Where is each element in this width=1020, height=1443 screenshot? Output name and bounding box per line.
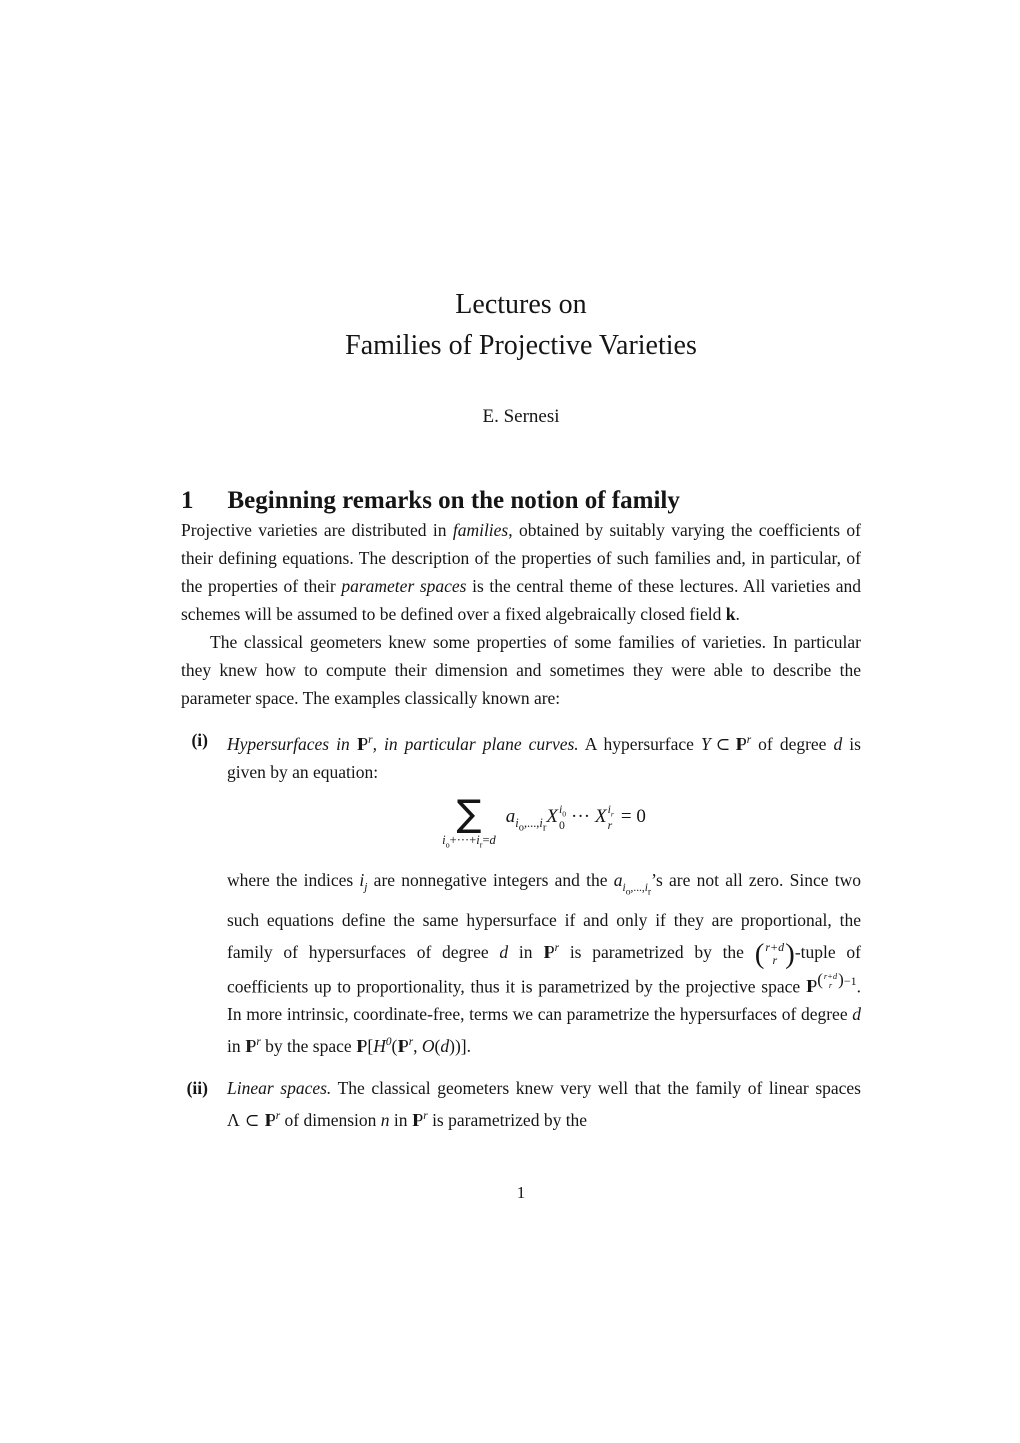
math-X: X	[546, 806, 558, 828]
coefficient-subscript	[515, 816, 547, 834]
math-lambda: Λ	[227, 1109, 240, 1130]
math-d: d	[852, 1003, 861, 1024]
math-projective-space	[412, 1110, 428, 1130]
math-i: i	[539, 816, 543, 831]
item-i-lead	[227, 726, 861, 786]
right-paren: )	[449, 1035, 455, 1056]
supsub-stack	[559, 804, 566, 832]
list-item-ii	[181, 1074, 861, 1134]
text-run: ’s are not all zero. Since two such equations define the same hypersurface if and only if they are proportional, the family of hypersurfaces of degree	[227, 870, 861, 962]
binom-bottom: r	[772, 952, 778, 967]
supsub-stack	[608, 804, 614, 832]
binomial-stack	[823, 972, 838, 990]
math-i: i	[515, 816, 519, 831]
math-projective-space	[245, 1036, 261, 1056]
blackboard-P: IP	[543, 941, 551, 962]
italic-lead: Hypersurfaces in	[227, 733, 357, 754]
math-Y: Y	[700, 733, 711, 754]
binomial-coefficient	[754, 937, 795, 970]
author-name: E. Sernesi	[482, 406, 560, 427]
math-X: X	[595, 806, 607, 828]
italic-lead: , in particular plane curves.	[372, 733, 579, 754]
summation	[442, 791, 496, 852]
sub-o: o	[445, 840, 450, 850]
math-i: i	[607, 803, 611, 817]
math-projective-space	[543, 942, 559, 962]
math-d: d	[833, 733, 843, 754]
equation-body	[506, 803, 646, 842]
text-run: .	[735, 604, 740, 624]
text-run: .	[466, 1035, 471, 1056]
text-run: is parametrized by the	[559, 941, 755, 962]
exponent-ir	[608, 804, 614, 818]
text-run: of dimension	[280, 1109, 381, 1130]
sum-limits	[442, 834, 496, 852]
paper-title	[181, 0, 861, 366]
math-i: i	[644, 881, 648, 894]
math-projective-space-binom-exp	[805, 970, 857, 996]
math-i: i	[476, 832, 480, 847]
minus-one: −1	[843, 973, 857, 988]
display-equation	[227, 791, 861, 852]
equals-sign: =	[482, 832, 490, 847]
math-i: i	[558, 803, 563, 817]
italic-lead: Linear spaces.	[227, 1077, 332, 1098]
text-run: , obtained by suitably varying the coefficients of their defining equations. The description of the properties of such families and, in particular, of the properties of their	[181, 520, 861, 596]
text-run: in	[389, 1109, 412, 1130]
left-paren: (	[391, 1035, 398, 1056]
blackboard-P: IP	[735, 733, 743, 754]
math-d: d	[489, 832, 496, 847]
comma-dots: ,...,	[630, 881, 645, 894]
left-paren: (	[434, 1035, 441, 1056]
sub-r: r	[647, 886, 652, 898]
left-paren: (	[817, 970, 823, 990]
right-paren: )	[838, 970, 844, 990]
right-paren: )	[454, 1035, 461, 1056]
item-label-i: (i)	[191, 730, 208, 750]
section-number: 1	[181, 487, 194, 514]
page-content	[181, 0, 862, 1202]
script-O: O	[421, 1035, 435, 1056]
title-line-2: Families of Projective Varieties	[345, 330, 697, 361]
blackboard-P: IP	[356, 1035, 364, 1056]
sub-o: o	[625, 886, 631, 898]
blackboard-P: IP	[356, 733, 364, 754]
sub-o: o	[518, 822, 524, 834]
exponent-r: r	[368, 734, 373, 746]
text-run: Projective varieties are distributed in	[181, 520, 453, 540]
left-bracket: [	[367, 1035, 374, 1056]
text-run: -tuple of coefficients up to proportionality, thus it is parametrized by the projective space	[227, 941, 861, 996]
coefficient-subscript	[622, 881, 652, 898]
exponent-r: r	[423, 1109, 428, 1122]
text-run: are nonnegative integers and the	[367, 870, 614, 891]
math-projective-space	[264, 1110, 280, 1130]
math-i: i	[442, 832, 446, 847]
exponent-r: r	[554, 942, 560, 955]
comma: ,	[413, 1035, 422, 1056]
plus-dots: +···+	[449, 832, 477, 847]
equals-zero: = 0	[620, 806, 646, 828]
text-run: of degree	[751, 733, 834, 754]
math-n: n	[380, 1109, 390, 1130]
text-run: by the space	[260, 1035, 357, 1056]
subset-symbol: ⊂	[715, 733, 731, 754]
exponent-r: r	[746, 734, 752, 746]
text-run: where the indices	[227, 870, 360, 891]
list-item-i	[181, 726, 861, 1060]
binom-top: r+d	[765, 940, 785, 955]
binomial-exponent	[817, 967, 856, 995]
italic-term-families: families	[452, 520, 509, 540]
math-r: r	[610, 809, 614, 819]
subset-symbol: ⊂	[244, 1109, 260, 1130]
right-paren: )	[785, 937, 795, 970]
math-projective-space	[357, 734, 373, 754]
sup-0: 0	[385, 1035, 392, 1048]
sub-0: 0	[562, 809, 567, 819]
blackboard-P: IP	[264, 1109, 272, 1130]
exponent-r: r	[256, 1035, 261, 1048]
math-H: H	[373, 1035, 386, 1056]
item-i-paragraph	[227, 866, 861, 1059]
math-projective-space	[735, 734, 751, 754]
blackboard-P: IP	[245, 1035, 253, 1056]
sub-r: r	[542, 822, 547, 834]
blackboard-P: IP	[411, 1109, 420, 1130]
paragraph-classical: The classical geometers knew some properties of some families of varieties. In particular they knew how to compute their dimension and sometimes they were able to describe the parameter space. The examples classically known are:	[181, 632, 861, 708]
right-bracket: ]	[460, 1035, 467, 1056]
math-a: a	[613, 870, 623, 891]
binomial-stack	[764, 941, 785, 966]
text-run: A hypersurface	[578, 733, 701, 754]
exponent-r: r	[275, 1109, 281, 1122]
text-run: . In more intrinsic, coordinate-free, terms we can parametrize the hypersurfaces of degree	[227, 975, 861, 1024]
blackboard-P: IP	[805, 975, 814, 996]
binom-bottom: r	[828, 979, 833, 990]
section-heading	[181, 486, 861, 516]
math-a: a	[505, 806, 516, 828]
item-ii-paragraph	[227, 1074, 861, 1134]
text-run: is parametrized by the	[427, 1109, 588, 1130]
page-number: 1	[516, 1183, 526, 1202]
text-run: is the central theme of these lectures. All varieties and schemes will be assumed to be defined over a fixed algebraically closed field	[181, 576, 862, 624]
text-run: The classical geometers knew very well that the family of linear spaces	[331, 1077, 861, 1098]
sub-r: r	[479, 840, 483, 850]
math-r: r	[607, 819, 613, 833]
exponent-r: r	[408, 1035, 414, 1048]
math-d: d	[440, 1035, 450, 1056]
math-cohomology-space	[356, 1036, 467, 1056]
sub-r	[611, 810, 614, 819]
math-j: j	[364, 881, 368, 894]
title-line-1: Lectures on	[455, 289, 587, 320]
blackboard-P: IP	[397, 1035, 405, 1056]
item-label-ii: (ii)	[186, 1077, 208, 1098]
binomial-coefficient-small	[817, 972, 844, 990]
index-0: 0	[558, 819, 565, 833]
paragraph-intro	[181, 516, 861, 628]
sum-sigma-symbol: ∑	[456, 791, 482, 835]
text-run: in	[508, 941, 544, 962]
index-r	[608, 820, 613, 832]
math-i: i	[622, 881, 626, 894]
math-i: i	[359, 870, 365, 891]
exponent-i0	[559, 804, 566, 818]
text-run: is given by an equation:	[227, 733, 861, 782]
math-d: d	[499, 941, 509, 962]
text-run: in	[227, 1035, 245, 1056]
center-dots: ···	[571, 806, 591, 828]
binom-top: r+d	[823, 970, 838, 981]
italic-term-parameter-spaces: parameter spaces	[341, 576, 467, 596]
bold-field-k: k	[725, 604, 736, 624]
section-title: Beginning remarks on the notion of family	[227, 487, 680, 514]
left-paren: (	[754, 937, 765, 970]
comma-dots: ,...,	[523, 816, 540, 831]
